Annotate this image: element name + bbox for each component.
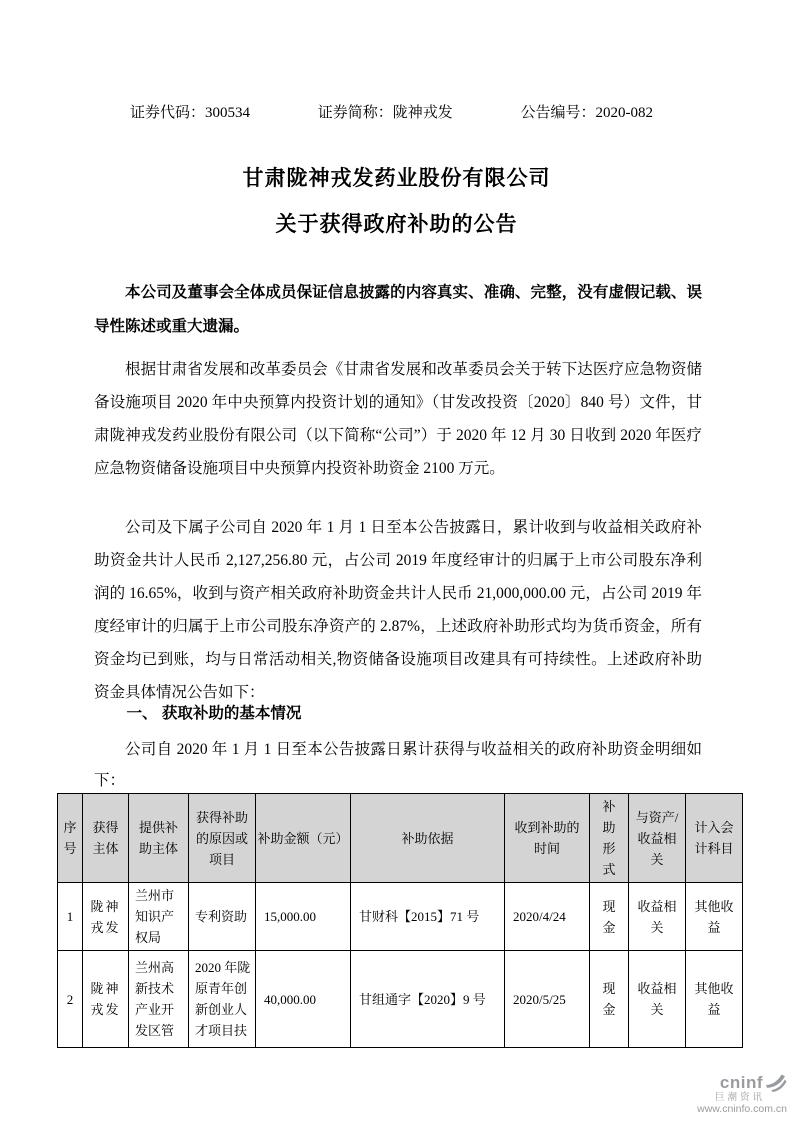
cell-form: 现金 [590, 883, 629, 951]
document-header-line [130, 101, 653, 125]
cell-seq: 2 [58, 951, 83, 1048]
col-header-recipient: 获得主体 [83, 794, 129, 883]
document-title: 甘肃陇神戎发药业股份有限公司 [242, 167, 551, 190]
col-header-form: 补助形式 [590, 794, 629, 883]
cninfo-site-url: www.cninfo.com.cn [697, 1103, 787, 1115]
cell-amount: 15,000.00 [256, 883, 351, 951]
stock-short-name: 证券简称：陇神戎发 [317, 105, 453, 121]
cell-provider: 兰州市知识产权局 [129, 883, 189, 951]
cell-receive-date: 2020/5/25 [505, 951, 590, 1048]
cell-provider: 兰州高新技术产业开发区管 [129, 951, 189, 1048]
paragraph-subsidy-summary: 公司及下属子公司自 2020 年 1 月 1 日至本公告披露日，累计收到与收益相关政府补助资金共计人民币 2,127,256.80 元，占公司 2019 年度经审计的归属于上市公司股东净利润的 16.65%，收到与资产相关政府补助资金共计人民币 21,000,000.00 元，占公司 2019 年度经审计的归属于上市公司股东净资产的 2.87%，上述政府补助形式均为货币资金，所有资金均已到账，均与日常活动相关,物资储备设施项目改建具有可持续性。上述政府补助资金具体情况公告如下： [94, 519, 702, 701]
cninfo-brand-text: cninf [719, 1073, 763, 1092]
section1-heading: 一、 获取补助的基本情况 [126, 705, 302, 722]
col-header-seq: 序号 [58, 794, 83, 883]
cell-form: 现金 [590, 951, 629, 1048]
cell-asset-income: 收益相关 [629, 951, 686, 1048]
col-header-amount: 补助金额（元） [256, 794, 351, 883]
cell-amount: 40,000.00 [256, 951, 351, 1048]
cninfo-swoosh-icon [765, 1074, 787, 1092]
stock-code: 证券代码：300534 [130, 105, 251, 121]
table-row [58, 883, 743, 951]
cell-reason: 专利资助 [189, 883, 256, 951]
col-header-provider: 提供补助主体 [129, 794, 189, 883]
paragraph-subsidy-receipt: 根据甘肃省发展和改革委员会《甘肃省发展和改革委员会关于转下达医疗应急物资储备设施项目 2020 年中央预算内投资计划的通知》（甘发改投资〔2020〕840 号）文件，甘肃陇神戎发药业股份有限公司（以下简称“公司”）于 2020 年 12 月 30 日收到 2020 年医疗应急物资储备设施项目中央预算内投资补助资金 2100 万元。 [94, 361, 702, 477]
col-header-account: 计入会计科目 [686, 794, 743, 883]
cell-account: 其他收益 [686, 883, 743, 951]
document-subtitle: 关于获得政府补助的公告 [275, 213, 518, 236]
section1-intro: 公司自 2020 年 1 月 1 日至本公告披露日累计获得与收益相关的政府补助资金明细如下： [94, 741, 702, 789]
cell-recipient: 陇神戎发 [83, 951, 129, 1048]
col-header-asset-income: 与资产/收益相关 [629, 794, 686, 883]
cell-basis: 甘组通字【2020】9 号 [351, 951, 505, 1048]
cninfo-watermark [669, 1074, 787, 1116]
cell-asset-income: 收益相关 [629, 883, 686, 951]
table-header-row [58, 794, 743, 883]
col-header-reason: 获得补助的原因或项目 [189, 794, 256, 883]
cell-receive-date: 2020/4/24 [505, 883, 590, 951]
cell-seq: 1 [58, 883, 83, 951]
announcement-number: 公告编号：2020-082 [520, 105, 653, 121]
cell-basis: 甘财科【2015】71 号 [351, 883, 505, 951]
disclosure-statement: 本公司及董事会全体成员保证信息披露的内容真实、准确、完整，没有虚假记载、误导性陈述或重大遗漏。 [94, 284, 702, 335]
col-header-basis: 补助依据 [351, 794, 505, 883]
col-header-receive-date: 收到补助的时间 [505, 794, 590, 883]
cninfo-site-name: 巨潮资讯 [714, 1092, 765, 1103]
cell-account: 其他收益 [686, 951, 743, 1048]
subsidy-details-table [57, 793, 743, 1048]
cell-reason: 2020 年陇原青年创新创业人才项目扶 [189, 951, 256, 1048]
table-row [58, 951, 743, 1048]
cell-recipient: 陇神戎发 [83, 883, 129, 951]
